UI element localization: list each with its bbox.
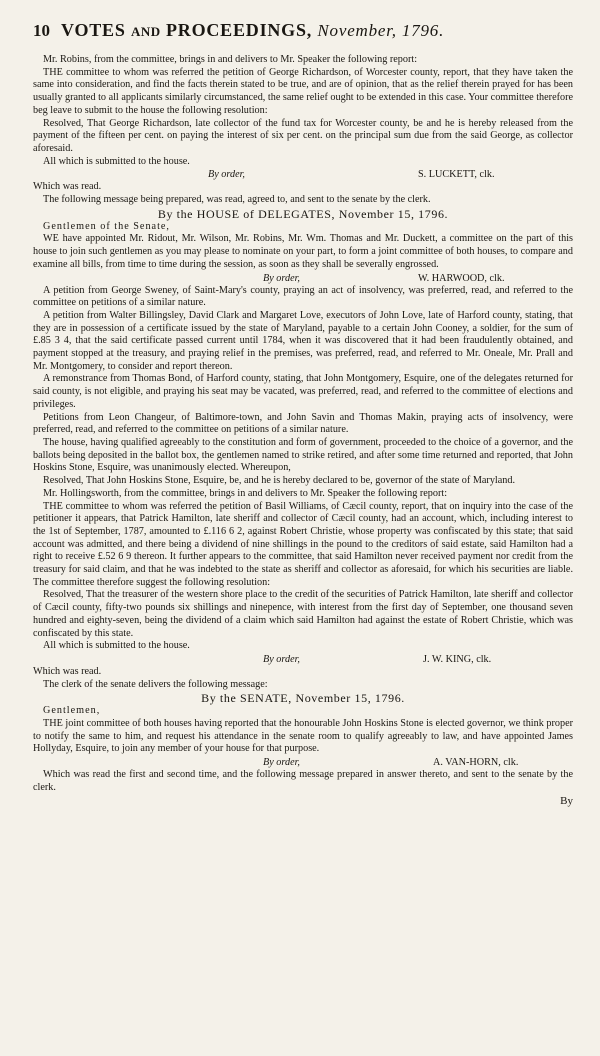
running-title — [61, 20, 444, 41]
committee-report-richardson: THE committee to whom was referred the petition of George Richardson, of Worcester county, report, that they have taken the same into consideration, and find the facts therein stated to be true, and are of opinion, that as the relief therein prayed for has been usually granted to all applicants similarly circumstanced, the same relief ought to be extended in this case. Your committee therefore beg leave to submit to the house the following resolution: — [33, 66, 573, 116]
message-intro: The following message being prepared, was read, agreed to, and sent to the senate by the clerk. — [43, 194, 431, 206]
gentlemen-salutation: Gentlemen, — [43, 705, 101, 717]
page-header — [33, 20, 573, 46]
remonstrance-bond: A remonstrance from Thomas Bond, of Harford county, stating, that John Montgomery, Esquire, one of the delegates returned for said county, is not eligible, and praying his seat may be vacated, was preferred, read, and referred to the committee of elections and privileges. — [33, 373, 573, 410]
page-number: 10 — [33, 21, 50, 40]
submitted-line-2: All which is submitted to the house. — [43, 640, 190, 652]
signature-luckett — [33, 168, 573, 181]
gentlemen-of-senate: Gentlemen of the Senate, — [43, 220, 170, 232]
governor-election: The house, having qualified agreeably to the constitution and form of government, proceeded to the choice of a governor, and the ballots being deposited in the ballot box, the gentlemen named to strike retired, and after some time returned and reported, that John Hoskins Stone, Esquire, was unanimously elected. Whereupon, — [33, 436, 573, 474]
clerk-harwood: W. HARWOOD, clk. — [418, 272, 505, 284]
resolution-richardson: Resolved, That George Richardson, late collector of the fund tax for Worcester county, be and he is hereby released from the payment of the fifteen per cent. on paying the interest of six per cent. on the principal sum due from the said George, as collector aforesaid. — [33, 117, 573, 154]
petition-billingsley: A petition from Walter Billingsley, David Clark and Margaret Love, executors of John Love, late of Harford county, stating, that they are in possession of a certificate issued by the state of Maryland, payable to a certain John Cooney, a soldier, for the sum of £.85 3 4, that the said certificate passed current until 1784, when it was discovered that it had been fraudulently obtained, and payment stopped at the treasury, and praying relief in the premises, was preferred, read, and referred to Mr. Oneale, Mr. Prall and Mr. Montgomery, to consider and report thereon. — [33, 309, 573, 372]
by-order-3: By order, — [263, 653, 300, 665]
resolution-governor: Resolved, That John Hoskins Stone, Esquire, be, and he is hereby declared to be, governor of the state of Maryland. — [43, 475, 515, 487]
resolution-hamilton: Resolved, That the treasurer of the western shore place to the credit of the securities of Patrick Hamilton, late sheriff and collector of Cæcil county, fifty-two pounds six shillings and ninepence, with interest from the first day of September, one thousand seven hundred and eighty-seven, being the dividend of a claim which said Hamilton had against the estate of Robert Christie, which was confiscated by this state. — [33, 589, 573, 639]
which-was-read-2: Which was read. — [33, 665, 102, 677]
senate-message-intro: The clerk of the senate delivers the following message: — [43, 678, 268, 690]
by-order-4: By order, — [263, 757, 300, 769]
petition-sweney: A petition from George Sweney, of Saint-Mary's county, praying an act of insolvency, was preferred, read, and referred to the committee on petitions of a similar nature. — [33, 284, 573, 309]
signature-van-horn — [33, 756, 573, 769]
paragraph-robins: Mr. Robins, from the committee, brings in and delivers to Mr. Speaker the following report: — [43, 54, 418, 65]
signature-harwood — [33, 272, 573, 285]
message-joint-committee: WE have appointed Mr. Ridout, Mr. Wilson, Mr. Robins, Mr. Wm. Thomas and Mr. Duckett, a committee on the part of this house to join such gentlemen as you may please to nominate on your part, to form a joint committee of both houses, to compare and examine all bills, from time to time during the session, as soon as they shall be severally engrossed. — [33, 233, 573, 270]
committee-report-williams: THE committee to whom was referred the petition of Basil Williams, of Cæcil county, report, that on inquiry into the case of the petitioner it appears, that Patrick Hamilton, late sheriff and collector of Cæcil county, had an account, which, including interest to the 1st of September, 1787, amounted to £.116 6 2, against Robert Christie, whose property was confiscated by this state; that said account was admitted, and there being a dividend of nine shillings in the pound to the creditors of said estate, said Hamilton had a right to receive £.52 6 9 thereon. It further appears to the committee, that said Hamilton never received payment nor credit from the treasury for said claim, and that he was indebted to the state as sheriff and collector as aforesaid, for which his securities are liable. The committee therefore suggest the following resolution: — [33, 500, 573, 588]
by-order-2: By order, — [263, 272, 300, 284]
clerk-king: J. W. KING, clk. — [423, 653, 492, 665]
by-order-1: By order, — [208, 169, 245, 181]
paragraph-hollingsworth: Mr. Hollingsworth, from the committee, brings in and delivers to Mr. Speaker the following report: — [43, 487, 448, 499]
submitted-line-1: All which is submitted to the house. — [43, 155, 190, 167]
document-page — [33, 20, 573, 808]
final-paragraph: Which was read the first and second time, and the following message prepared in answer thereto, and sent to the senate by the clerk. — [33, 769, 573, 793]
senate-heading: By the SENATE, November 15, 1796. — [201, 691, 405, 706]
header-date: November, 1796. — [317, 21, 445, 40]
which-was-read-1: Which was read. — [33, 181, 102, 193]
senate-message-body: THE joint committee of both houses having reported that the honourable John Hoskins Stone is elected governor, we think proper to notify the same to him, and request his attendance in the senate room to qualify agreeably to law, and have appointed James Hollyday, Esquire, to join any member of your house for that purpose. — [33, 718, 573, 755]
catchword: By — [560, 794, 573, 807]
title-left: VOTES — [61, 20, 126, 40]
title-right: PROCEEDINGS, — [165, 20, 313, 40]
title-and: AND — [130, 24, 161, 39]
clerk-luckett: S. LUCKETT, clk. — [418, 169, 495, 181]
clerk-van-horn: A. VAN-HORN, clk. — [433, 757, 519, 769]
house-heading: By the HOUSE of DELEGATES, November 15, 1796. — [157, 206, 449, 221]
petitions-changeur: Petitions from Leon Changeur, of Baltimore-town, and John Savin and Thomas Makin, praying acts of insolvency, were preferred, read, and referred to the committee on petitions of a similar nature. — [33, 411, 573, 436]
signature-king — [33, 653, 573, 666]
